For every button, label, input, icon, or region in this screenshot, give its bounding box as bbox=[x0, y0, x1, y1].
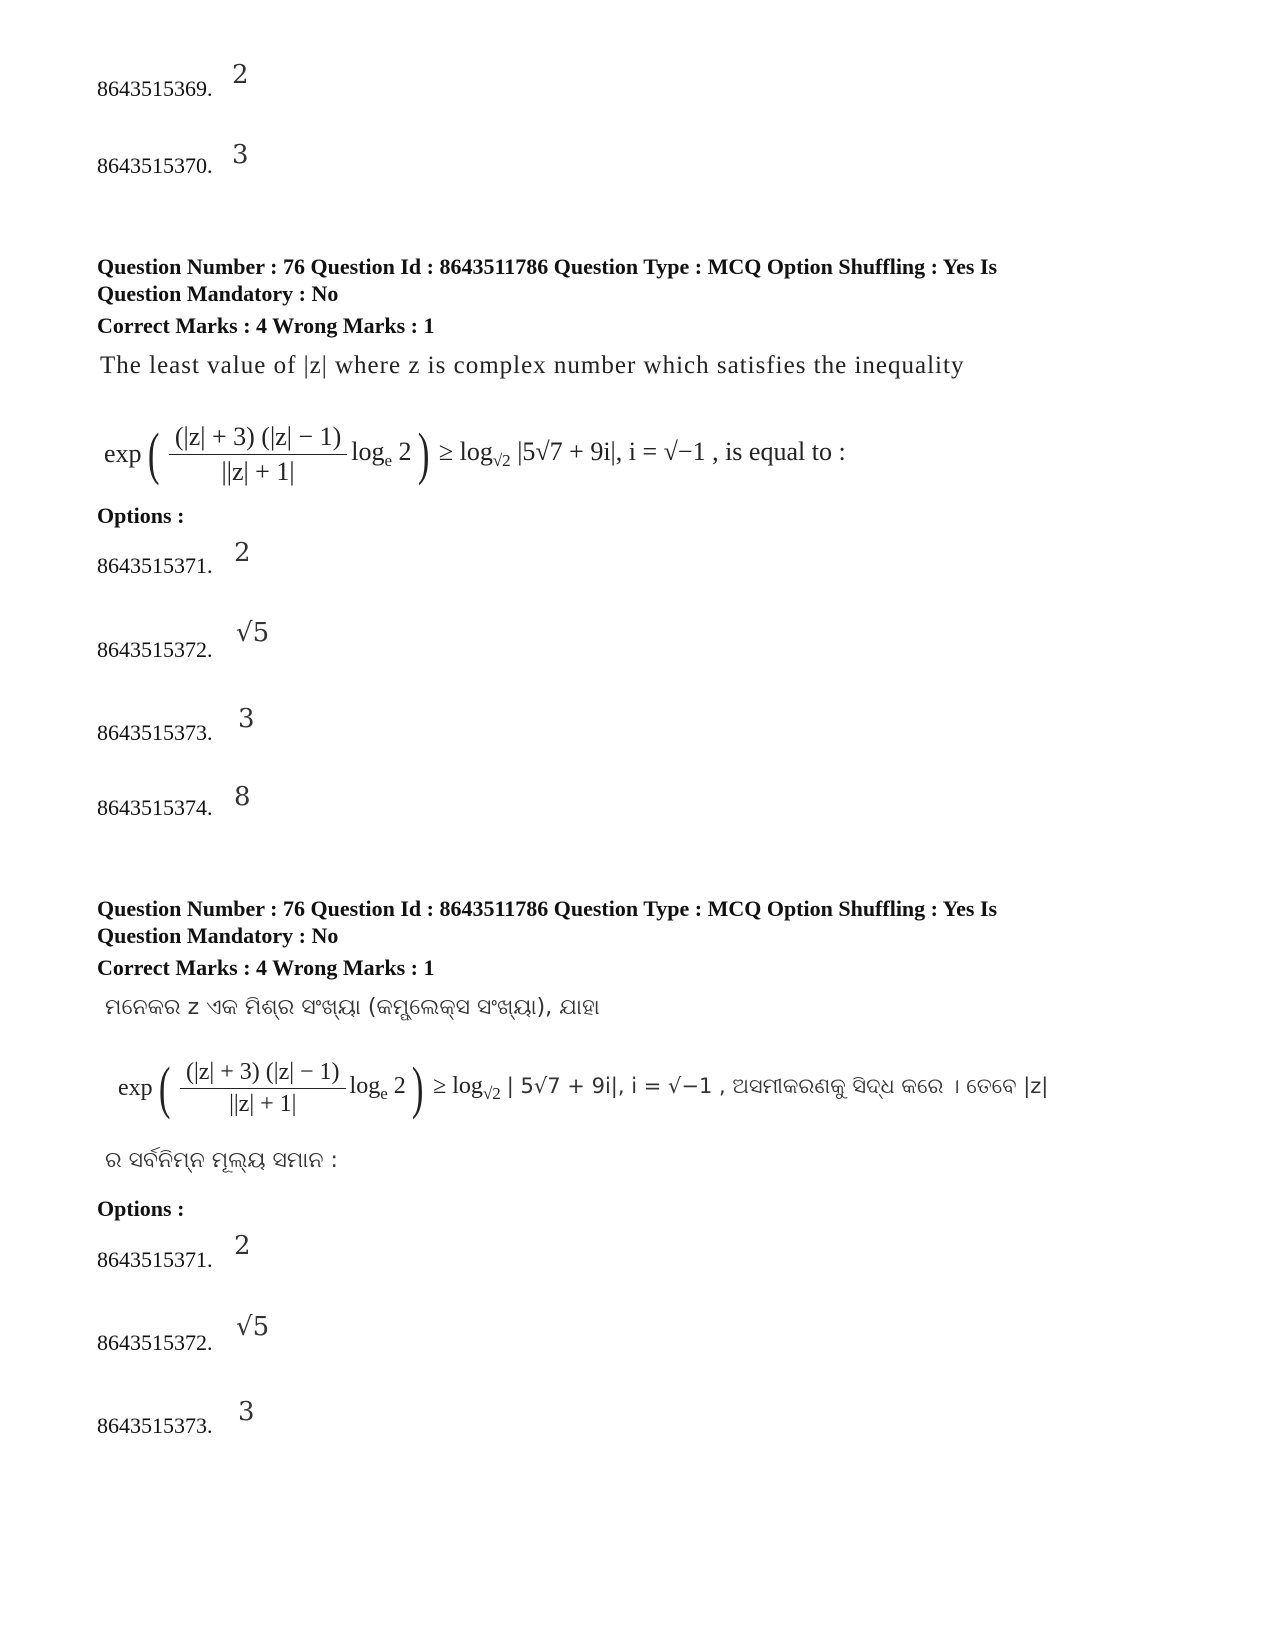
formula-denominator: ||z| + 1| bbox=[229, 1090, 297, 1117]
formula-fraction bbox=[180, 1059, 346, 1118]
option-id: 8643515374. bbox=[97, 795, 213, 820]
question-stem: ମନେକର z ଏକ ମିଶ୍ର ସଂଖ୍ୟା (କମ୍ପ୍ଲେକ୍ସ ସଂଖ୍ୟା), ଯାହା bbox=[105, 995, 600, 1020]
formula-rhs: ≥ $\log_{√2} |5√7 + 9i|$, i = √−1 , is equal to : bbox=[438, 436, 846, 471]
question-formula bbox=[104, 418, 846, 490]
formula-exp: exp bbox=[104, 439, 142, 468]
option-value: 3 bbox=[238, 1397, 255, 1427]
option-value: 2 bbox=[234, 1231, 251, 1261]
option-id: 8643515373. bbox=[97, 720, 213, 745]
option-value: 2 bbox=[234, 538, 251, 568]
header-line-2: Question Mandatory : No bbox=[97, 923, 339, 948]
formula-close-paren: ) bbox=[417, 421, 429, 486]
option-id: 8643515369. bbox=[97, 76, 213, 101]
option-id: 8643515372. bbox=[97, 1330, 213, 1355]
formula-open-paren: ( bbox=[158, 1055, 171, 1120]
formula-log: $\log_e 2$ bbox=[351, 436, 412, 471]
option-value: 2 bbox=[232, 60, 249, 90]
option-id: 8643515371. bbox=[97, 553, 213, 578]
formula-fraction bbox=[169, 422, 347, 487]
question-header bbox=[97, 253, 1197, 339]
marks-line: Correct Marks : 4 Wrong Marks : 1 bbox=[97, 313, 435, 338]
option-value: 3 bbox=[232, 140, 249, 170]
option-value: 8 bbox=[234, 782, 251, 812]
formula-exp: exp bbox=[118, 1074, 153, 1101]
header-line-1: Question Number : 76 Question Id : 8643511786 Question Type : MCQ Option Shuffling : Yes Is bbox=[97, 896, 998, 921]
formula-numerator: (|z| + 3) (|z| − 1) bbox=[180, 1059, 346, 1089]
option-value: 3 bbox=[238, 704, 255, 734]
options-label: Options : bbox=[97, 1196, 185, 1221]
option-id: 8643515370. bbox=[97, 153, 213, 178]
formula-open-paren: ( bbox=[147, 421, 160, 486]
formula-denominator: ||z| + 1| bbox=[221, 456, 295, 486]
question-header bbox=[97, 895, 1197, 981]
question-formula bbox=[118, 1052, 1048, 1124]
question-stem-tail: ର ସର୍ବନିମ୍ନ ମୂଲ୍ୟ ସମାନ : bbox=[105, 1148, 338, 1173]
option-value: √5 bbox=[236, 618, 270, 648]
options-label: Options : bbox=[97, 503, 185, 528]
option-id: 8643515371. bbox=[97, 1247, 213, 1272]
formula-rhs: ≥ $\log_{√2}$ | 5√7 + 9i|, i = √−1 , ଅସମୀକରଣକୁ ସିଦ୍ଧ କରେ । ତେବେ |z| bbox=[433, 1072, 1049, 1103]
header-line-1: Question Number : 76 Question Id : 8643511786 Question Type : MCQ Option Shuffling : Yes Is bbox=[97, 254, 998, 279]
formula-log: $\log_e 2$ bbox=[349, 1072, 406, 1103]
formula-close-paren: ) bbox=[411, 1055, 424, 1120]
header-line-2: Question Mandatory : No bbox=[97, 281, 339, 306]
question-stem: The least value of |z| where z is complex number which satisfies the inequality bbox=[100, 352, 965, 379]
option-value: √5 bbox=[236, 1312, 270, 1342]
marks-line: Correct Marks : 4 Wrong Marks : 1 bbox=[97, 955, 435, 980]
option-id: 8643515372. bbox=[97, 637, 213, 662]
option-id: 8643515373. bbox=[97, 1413, 213, 1438]
formula-numerator: (|z| + 3) (|z| − 1) bbox=[169, 422, 347, 455]
